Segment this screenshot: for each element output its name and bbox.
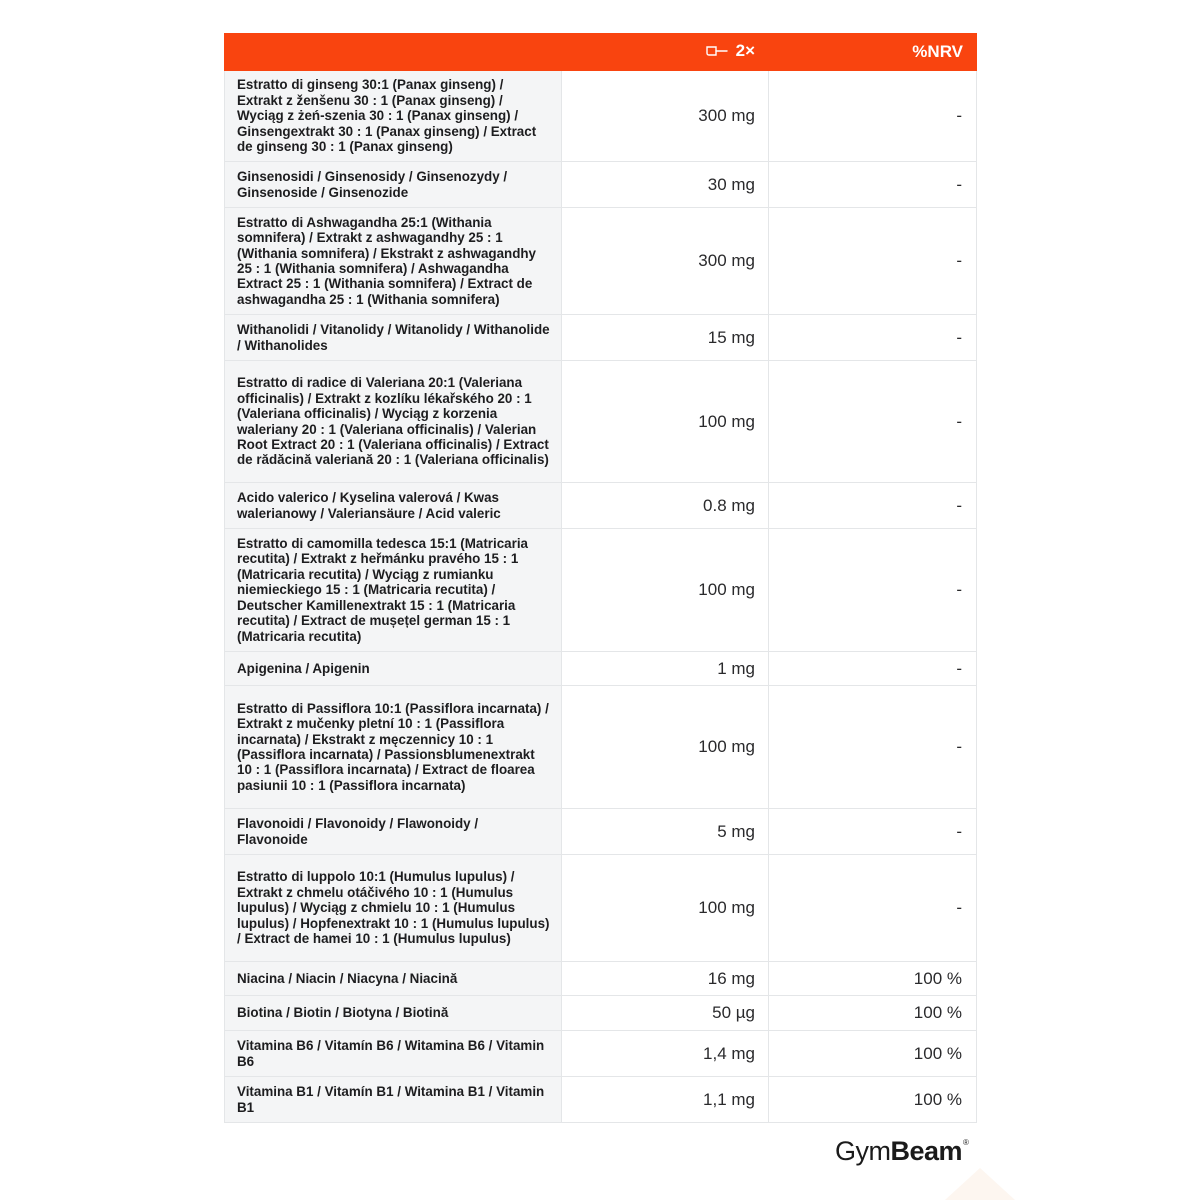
ingredient-name: Estratto di ginseng 30:1 (Panax ginseng) / Extrakt z ženšenu 30 : 1 (Panax ginseng) / Wyciąg z żeń-szenia 30 : 1 (Panax ginseng) / Ginsengextrakt 30 : 1 (Panax ginseng) / Extract de ginseng 30 : 1 (Panax ginseng) [225, 71, 562, 162]
ingredient-name: Estratto di luppolo 10:1 (Humulus lupulus) / Extrakt z chmelu otáčivého 10 : 1 (Humulus lupulus) / Wyciąg z chmielu 10 : 1 (Humulus lupulus) / Hopfenextrakt 10 : 1 (Humulus lupulus) / Extract de hamei 10 : 1 (Humulus lupulus) [225, 855, 562, 962]
ingredient-nrv: - [769, 652, 977, 686]
ingredient-amount: 16 mg [562, 962, 769, 996]
ingredient-nrv: - [769, 483, 977, 529]
logo-text-gym: Gym [835, 1136, 891, 1166]
table-row [225, 686, 977, 809]
dose-column-header [562, 34, 769, 71]
ingredient-nrv: - [769, 361, 977, 483]
table-row [225, 962, 977, 996]
logo-text-beam: Beam [890, 1136, 963, 1166]
ingredient-amount: 300 mg [562, 71, 769, 162]
ingredient-amount: 100 mg [562, 686, 769, 809]
ingredient-name: Vitamina B6 / Vitamín B6 / Witamina B6 / Vitamin B6 [225, 1031, 562, 1077]
ingredient-name: Withanolidi / Vitanolidy / Witanolidy / Withanolide / Withanolides [225, 315, 562, 361]
ingredient-nrv: - [769, 529, 977, 652]
ingredient-amount: 0.8 mg [562, 483, 769, 529]
table-header-row [225, 34, 977, 71]
table-row [225, 361, 977, 483]
ingredient-name: Biotina / Biotin / Biotyna / Biotină [225, 996, 562, 1031]
ingredient-name: Flavonoidi / Flavonoidy / Flawonoidy / Flavonoide [225, 809, 562, 855]
ingredient-amount: 1 mg [562, 652, 769, 686]
ingredient-column-header [225, 34, 562, 71]
table-row [225, 208, 977, 315]
ingredient-name: Ginsenosidi / Ginsenosidy / Ginsenozydy / Ginsenoside / Ginsenozide [225, 162, 562, 208]
ingredient-amount: 1,4 mg [562, 1031, 769, 1077]
ingredient-name: Estratto di camomilla tedesca 15:1 (Matricaria recutita) / Extrakt z heřmánku pravého 15 : 1 (Matricaria recutita) / Wyciąg z rumianku niemieckiego 15 : 1 (Matricaria recutita) / Deutscher Kamillenextrakt 15 : 1 (Matricaria recutita) / Extract de mușețel german 15 : 1 (Matricaria recutita) [225, 529, 562, 652]
scoop-icon [705, 44, 729, 58]
table-row [225, 315, 977, 361]
ingredient-nrv: 100 % [769, 1077, 977, 1123]
ingredient-nrv: - [769, 809, 977, 855]
ingredient-amount: 50 µg [562, 996, 769, 1031]
table-row [225, 855, 977, 962]
ingredient-name: Apigenina / Apigenin [225, 652, 562, 686]
table-row [225, 71, 977, 162]
ingredient-nrv: - [769, 71, 977, 162]
nutrition-table-container [224, 33, 976, 1123]
nrv-column-header: %NRV [769, 34, 977, 71]
ingredient-name: Estratto di Ashwagandha 25:1 (Withania somnifera) / Extrakt z ashwagandhy 25 : 1 (Withania somnifera) / Ekstrakt z ashwagandhy 25 : 1 (Withania somnifera) / Ashwagandha Extract 25 : 1 (Withania somnifera) / Extract de ashwagandha 25 : 1 (Withania somnifera) [225, 208, 562, 315]
ingredient-name: Niacina / Niacin / Niacyna / Niacină [225, 962, 562, 996]
ingredient-nrv: - [769, 162, 977, 208]
ingredient-nrv: 100 % [769, 962, 977, 996]
ingredient-amount: 15 mg [562, 315, 769, 361]
ingredient-amount: 100 mg [562, 855, 769, 962]
ingredient-amount: 100 mg [562, 529, 769, 652]
ingredient-name: Acido valerico / Kyselina valerová / Kwas walerianowy / Valeriansäure / Acid valeric [225, 483, 562, 529]
table-row [225, 1031, 977, 1077]
ingredient-nrv: - [769, 855, 977, 962]
ingredient-nrv: - [769, 686, 977, 809]
ingredient-nrv: - [769, 315, 977, 361]
ingredient-nrv: - [769, 208, 977, 315]
ingredient-amount: 30 mg [562, 162, 769, 208]
table-row [225, 652, 977, 686]
table-row [225, 162, 977, 208]
ingredient-name: Estratto di Passiflora 10:1 (Passiflora incarnata) / Extrakt z mučenky pletní 10 : 1 (Passiflora incarnata) / Ekstrakt z męczennicy 10 : 1 (Passiflora incarnata) / Passionsblumenextrakt 10 : 1 (Passiflora incarnata) / Extract de floarea pasiunii 10 : 1 (Passiflora incarnata) [225, 686, 562, 809]
table-row [225, 529, 977, 652]
table-row [225, 809, 977, 855]
ingredient-amount: 1,1 mg [562, 1077, 769, 1123]
table-row [225, 1077, 977, 1123]
table-row [225, 996, 977, 1031]
ingredient-nrv: 100 % [769, 1031, 977, 1077]
ingredient-nrv: 100 % [769, 996, 977, 1031]
dose-label: 2× [735, 41, 755, 60]
ingredient-amount: 100 mg [562, 361, 769, 483]
ingredient-amount: 300 mg [562, 208, 769, 315]
nutrition-table [224, 33, 977, 1123]
ingredient-name: Vitamina B1 / Vitamín B1 / Witamina B1 / Vitamin B1 [225, 1077, 562, 1123]
ingredient-name: Estratto di radice di Valeriana 20:1 (Valeriana officinalis) / Extrakt z kozlíku lékařského 20 : 1 (Valeriana officinalis) / Wyciąg z korzenia waleriany 20 : 1 (Valeriana officinalis) / Valerian Root Extract 20 : 1 (Valeriana officinalis) / Extract de rădăcină valeriană 20 : 1 (Valeriana officinalis) [225, 361, 562, 483]
table-row [225, 483, 977, 529]
ingredient-amount: 5 mg [562, 809, 769, 855]
registered-mark: ® [963, 1138, 969, 1147]
